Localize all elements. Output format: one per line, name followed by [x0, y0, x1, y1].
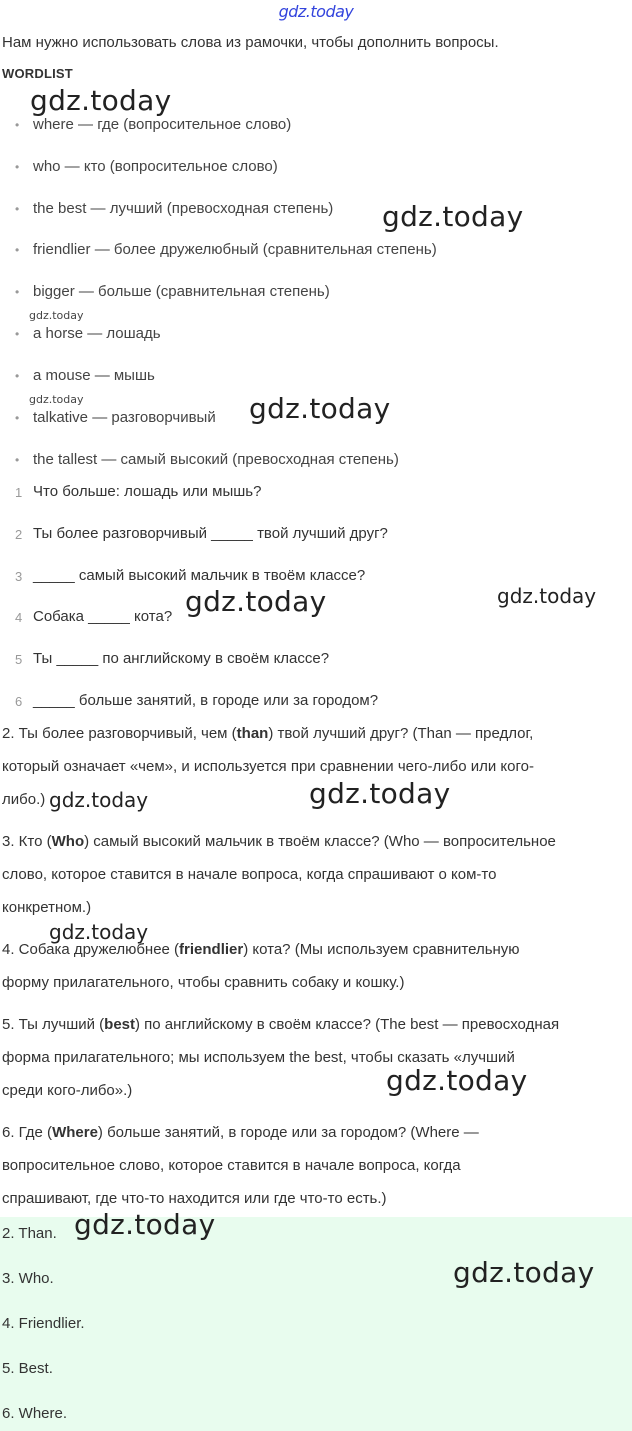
explanation-4-line-1: 4. Собака дружелюбнее (friendlier) кота? (Мы используем сравнительную	[2, 941, 520, 958]
watermark: gdz.today	[49, 788, 149, 812]
wordlist-item: • the best — лучший (превосходная степень)	[15, 200, 334, 217]
bullet-icon: •	[15, 118, 20, 132]
watermark: gdz.today	[49, 920, 149, 944]
answer-item: 3. Who.	[2, 1270, 54, 1287]
answer-item: 2. Than.	[2, 1225, 57, 1242]
watermark-top: gdz.today	[278, 2, 354, 21]
watermark: gdz.today	[249, 392, 391, 425]
wordlist-item: • friendlier — более дружелюбный (сравнительная степень)	[15, 241, 437, 258]
watermark: gdz.today	[29, 393, 84, 406]
explanation-3-line-2: слово, которое ставится в начале вопроса, когда спрашивают о ком-то	[2, 866, 497, 883]
watermark: gdz.today	[453, 1256, 595, 1289]
question-item: 5 Ты _____ по английскому в своём классе?	[15, 650, 330, 667]
explanation-5-line-2: форма прилагательного; мы используем the best, чтобы сказать «лучший	[2, 1049, 515, 1066]
bullet-icon: •	[15, 453, 20, 467]
wordlist-item: • where — где (вопросительное слово)	[15, 116, 292, 133]
question-item: 2 Ты более разговорчивый _____ твой лучший друг?	[15, 525, 388, 542]
explanation-6-line-3: спрашивают, где что-то находится или где что-то есть.)	[2, 1190, 387, 1207]
wordlist-item: • the tallest — самый высокий (превосходная степень)	[15, 451, 399, 468]
explanation-3-line-3: конкретном.)	[2, 899, 92, 916]
intro-text: Нам нужно использовать слова из рамочки, чтобы дополнить вопросы.	[2, 34, 499, 51]
wordlist-item: • who — кто (вопросительное слово)	[15, 158, 278, 175]
explanation-2-line-2: который означает «чем», и используется при сравнении чего-либо или кого-	[2, 758, 534, 775]
wordlist-item: • a horse — лошадь	[15, 325, 161, 342]
wordlist-item: • talkative — разговорчивый	[15, 409, 216, 426]
explanation-2-line-3: либо.)	[2, 791, 46, 808]
question-item: 4 Собака _____ кота?	[15, 608, 173, 625]
wordlist-heading: WORDLIST	[2, 66, 73, 81]
answer-item: 4. Friendlier.	[2, 1315, 85, 1332]
explanation-6-line-2: вопросительное слово, которое ставится в начале вопроса, когда	[2, 1157, 461, 1174]
bullet-icon: •	[15, 327, 20, 341]
explanation-3-line-1: 3. Кто (Who) самый высокий мальчик в твоём классе? (Who — вопросительное	[2, 833, 556, 850]
watermark: gdz.today	[74, 1208, 216, 1241]
answer-item: 5. Best.	[2, 1360, 53, 1377]
bullet-icon: •	[15, 202, 20, 216]
watermark: gdz.today	[386, 1064, 528, 1097]
watermark: gdz.today	[29, 309, 84, 322]
bullet-icon: •	[15, 369, 20, 383]
answer-item: 6. Where.	[2, 1405, 68, 1422]
wordlist-item: • a mouse — мышь	[15, 367, 155, 384]
watermark: gdz.today	[185, 585, 327, 618]
answers-panel	[0, 1217, 632, 1431]
question-item: 3 _____ самый высокий мальчик в твоём классе?	[15, 567, 366, 584]
bullet-icon: •	[15, 243, 20, 257]
question-item: 1 Что больше: лошадь или мышь?	[15, 483, 262, 500]
watermark: gdz.today	[497, 584, 597, 608]
bullet-icon: •	[15, 285, 20, 299]
explanation-6-line-1: 6. Где (Where) больше занятий, в городе или за городом? (Where —	[2, 1124, 479, 1141]
watermark: gdz.today	[382, 200, 524, 233]
question-item: 6 _____ больше занятий, в городе или за городом?	[15, 692, 379, 709]
explanation-5-line-3: среди кого-либо».)	[2, 1082, 133, 1099]
wordlist-item: • bigger — больше (сравнительная степень)	[15, 283, 330, 300]
explanation-4-line-2: форму прилагательного, чтобы сравнить собаку и кошку.)	[2, 974, 405, 991]
watermark: gdz.today	[30, 84, 172, 117]
bullet-icon: •	[15, 411, 20, 425]
watermark: gdz.today	[309, 777, 451, 810]
explanation-5-line-1: 5. Ты лучший (best) по английскому в своём классе? (The best — превосходная	[2, 1016, 560, 1033]
bullet-icon: •	[15, 160, 20, 174]
explanation-2-line-1: 2. Ты более разговорчивый, чем (than) твой лучший друг? (Than — предлог,	[2, 725, 534, 742]
